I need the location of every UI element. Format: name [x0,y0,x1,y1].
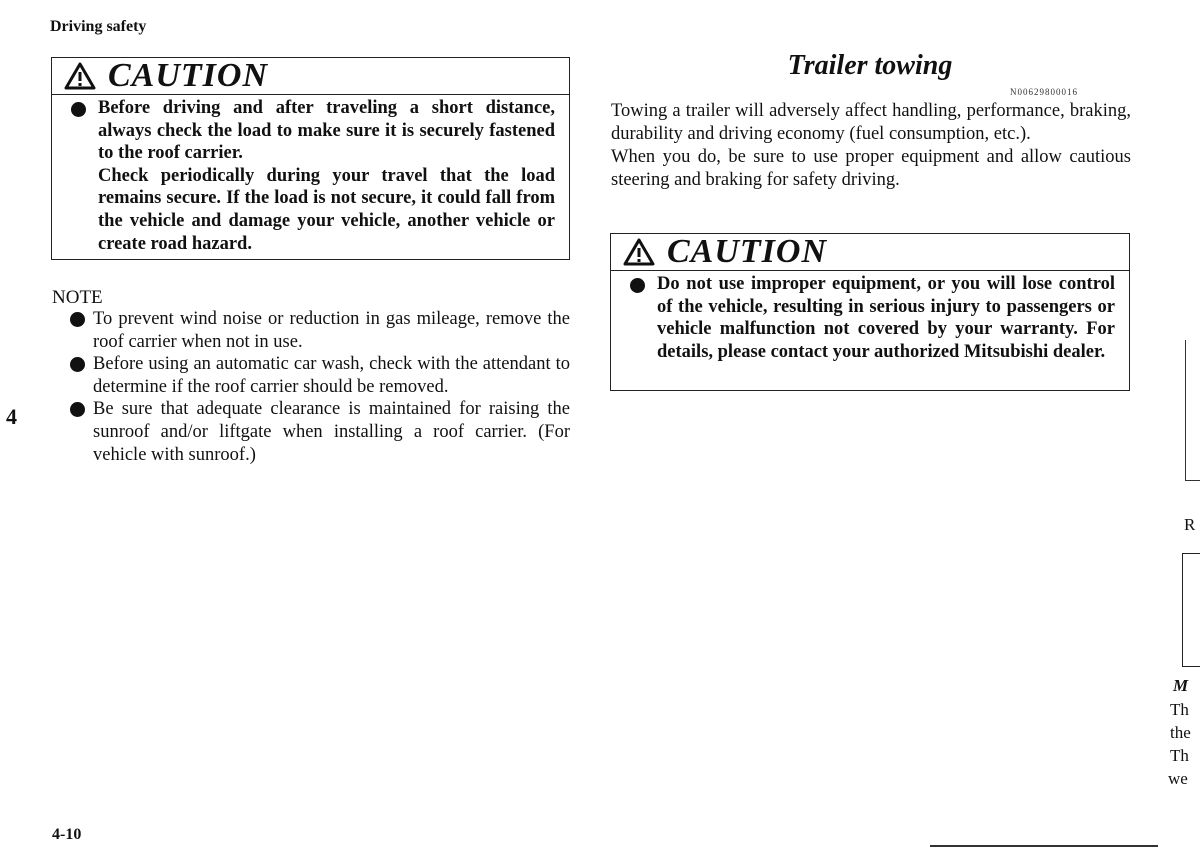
edge-fragment: we [1168,769,1188,788]
roof-carrier-caution-box [51,57,570,260]
caution-body [52,95,569,259]
caution-title: CAUTION [667,233,828,270]
chapter-tab: 4 [6,404,17,429]
running-header: Driving safety [50,18,147,35]
bullet-icon [70,357,85,372]
adjacent-page-bottom-rule [930,845,1158,847]
section-title: Trailer towing [787,50,953,81]
edge-fragment: Th [1170,700,1189,719]
warning-triangle-icon [64,62,96,90]
adjacent-page-rule [1185,480,1200,481]
adjacent-page-box [1182,553,1200,667]
bullet-icon [630,278,645,293]
page-number: 4-10 [52,826,82,843]
caution-paragraph: Do not use improper equipment, or you will lose control of the vehicle, resulting in serious injury to passengers or vehicle malfunction not covered by your warranty. For details, please contact your authorized Mitsubishi dealer. [657,274,1115,362]
note-item [70,398,570,466]
edge-fragment: R [1184,515,1196,534]
note-item [70,353,570,398]
note-label: NOTE [52,287,103,308]
body-paragraph: When you do, be sure to use proper equipment and allow cautious steering and braking for safety driving. [611,147,1131,190]
edge-fragment: M [1173,676,1189,695]
caution-header [52,58,569,95]
note-item-text: To prevent wind noise or reduction in gas mileage, remove the roof carrier when not in use. [93,309,570,352]
caution-title: CAUTION [108,57,269,94]
bullet-icon [70,312,85,327]
note-item-text: Be sure that adequate clearance is maintained for raising the sunroof and/or liftgate when installing a roof carrier. (For vehicle with sunroof.) [93,399,570,465]
note-item [70,308,570,353]
caution-header [611,234,1129,271]
bullet-icon [70,402,85,417]
caution-paragraph: Before driving and after traveling a short distance, always check the load to make sure it is securely fastened to the roof carrier. [98,98,555,164]
edge-fragment: Th [1170,746,1189,765]
document-code: N00629800016 [1010,87,1078,97]
note-item-text: Before using an automatic car wash, check with the attendant to determine if the roof carrier should be removed. [93,354,570,397]
caution-paragraph: Check periodically during your travel that the load remains secure. If the load is not secure, it could fall from the vehicle and damage your vehicle, another vehicle or create road hazard. [98,165,555,254]
edge-fragment: the [1170,723,1191,742]
adjacent-page-rule [1185,340,1186,480]
trailer-body-text [611,100,1131,192]
caution-body [611,271,1129,367]
trailer-caution-box [610,233,1130,391]
bullet-icon [71,102,86,117]
body-paragraph: Towing a trailer will adversely affect handling, performance, braking, durability and driving economy (fuel consumption, etc.). [611,101,1131,144]
warning-triangle-icon [623,238,655,266]
note-list [70,308,570,466]
